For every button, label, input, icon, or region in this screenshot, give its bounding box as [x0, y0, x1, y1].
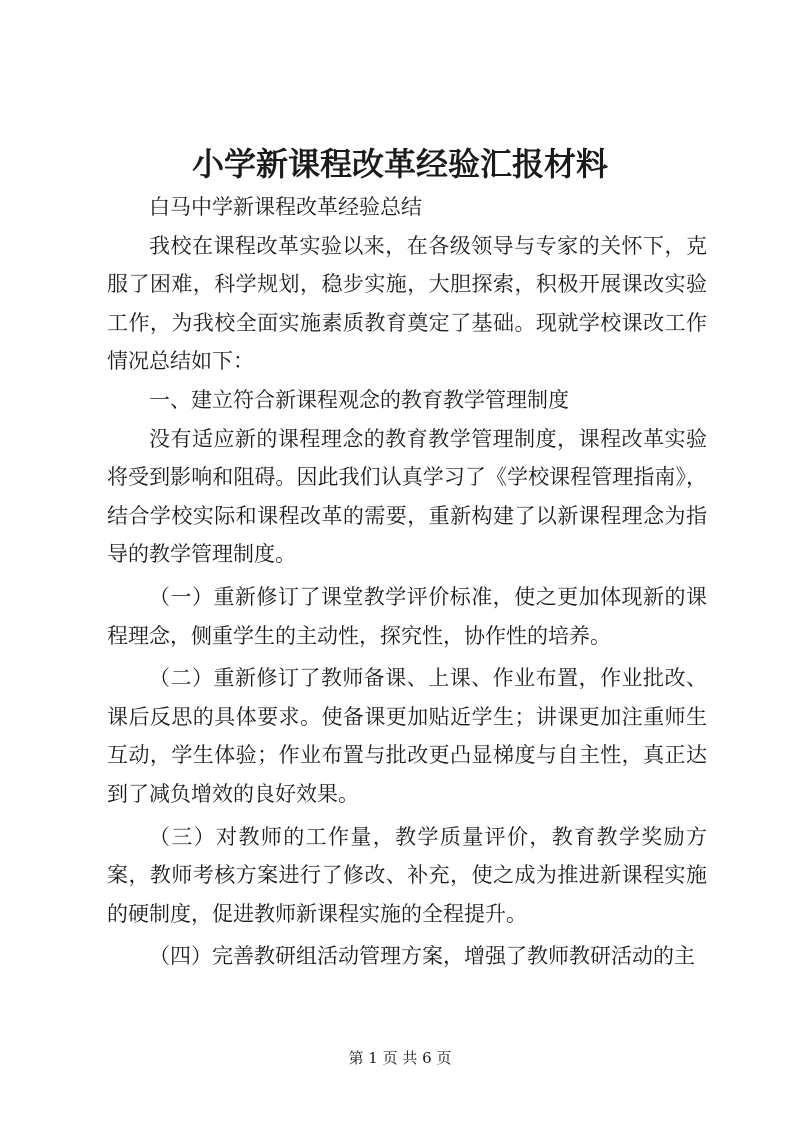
- paragraph-section-1: 没有适应新的课程理念的教育教学管理制度，课程改革实验将受到影响和阻碍。因此我们认真学习了《学校课程管理指南》，结合学校实际和课程改革的需要，重新构建了以新课程理念为指导的教学管理制度。: [107, 426, 707, 567]
- paragraph-item-4: （四）完善教研组活动管理方案，增强了教师教研活动的主: [149, 944, 695, 969]
- paragraph-intro: 我校在课程改革实验以来，在各级领导与专家的关怀下，克服了困难，科学规划，稳步实施，大胆探索，积极开展课改实验工作，为我校全面实施素质教育奠定了基础。现就学校课改工作情况总结如下：: [107, 233, 707, 374]
- document-title: 小学新课程改革经验汇报材料: [191, 145, 608, 183]
- section-heading-1: 一、建立符合新课程观念的教育教学管理制度: [149, 387, 569, 412]
- document-body: [107, 188, 707, 976]
- paragraph-subtitle: 白马中学新课程改革经验总结: [149, 195, 422, 219]
- paragraph-item-2: （二）重新修订了教师备课、上课、作业布置，作业批改、课后反思的具体要求。使备课更加贴近学生；讲课更加注重师生互动，学生体验；作业布置与批改更凸显梯度与自主性，真正达到了减负增效的良好效果。: [107, 666, 707, 806]
- page-footer: 第 1 页 共 6 页: [348, 1049, 452, 1067]
- paragraph-item-3: （三）对教师的工作量，教学质量评价，教育教学奖励方案，教师考核方案进行了修改、补充，使之成为推进新课程实施的硬制度，促进教师新课程实施的全程提升。: [107, 824, 707, 926]
- paragraph-item-1: （一）重新修订了课堂教学评价标准，使之更加体现新的课程理念，侧重学生的主动性，探究性，协作性的培养。: [107, 584, 707, 648]
